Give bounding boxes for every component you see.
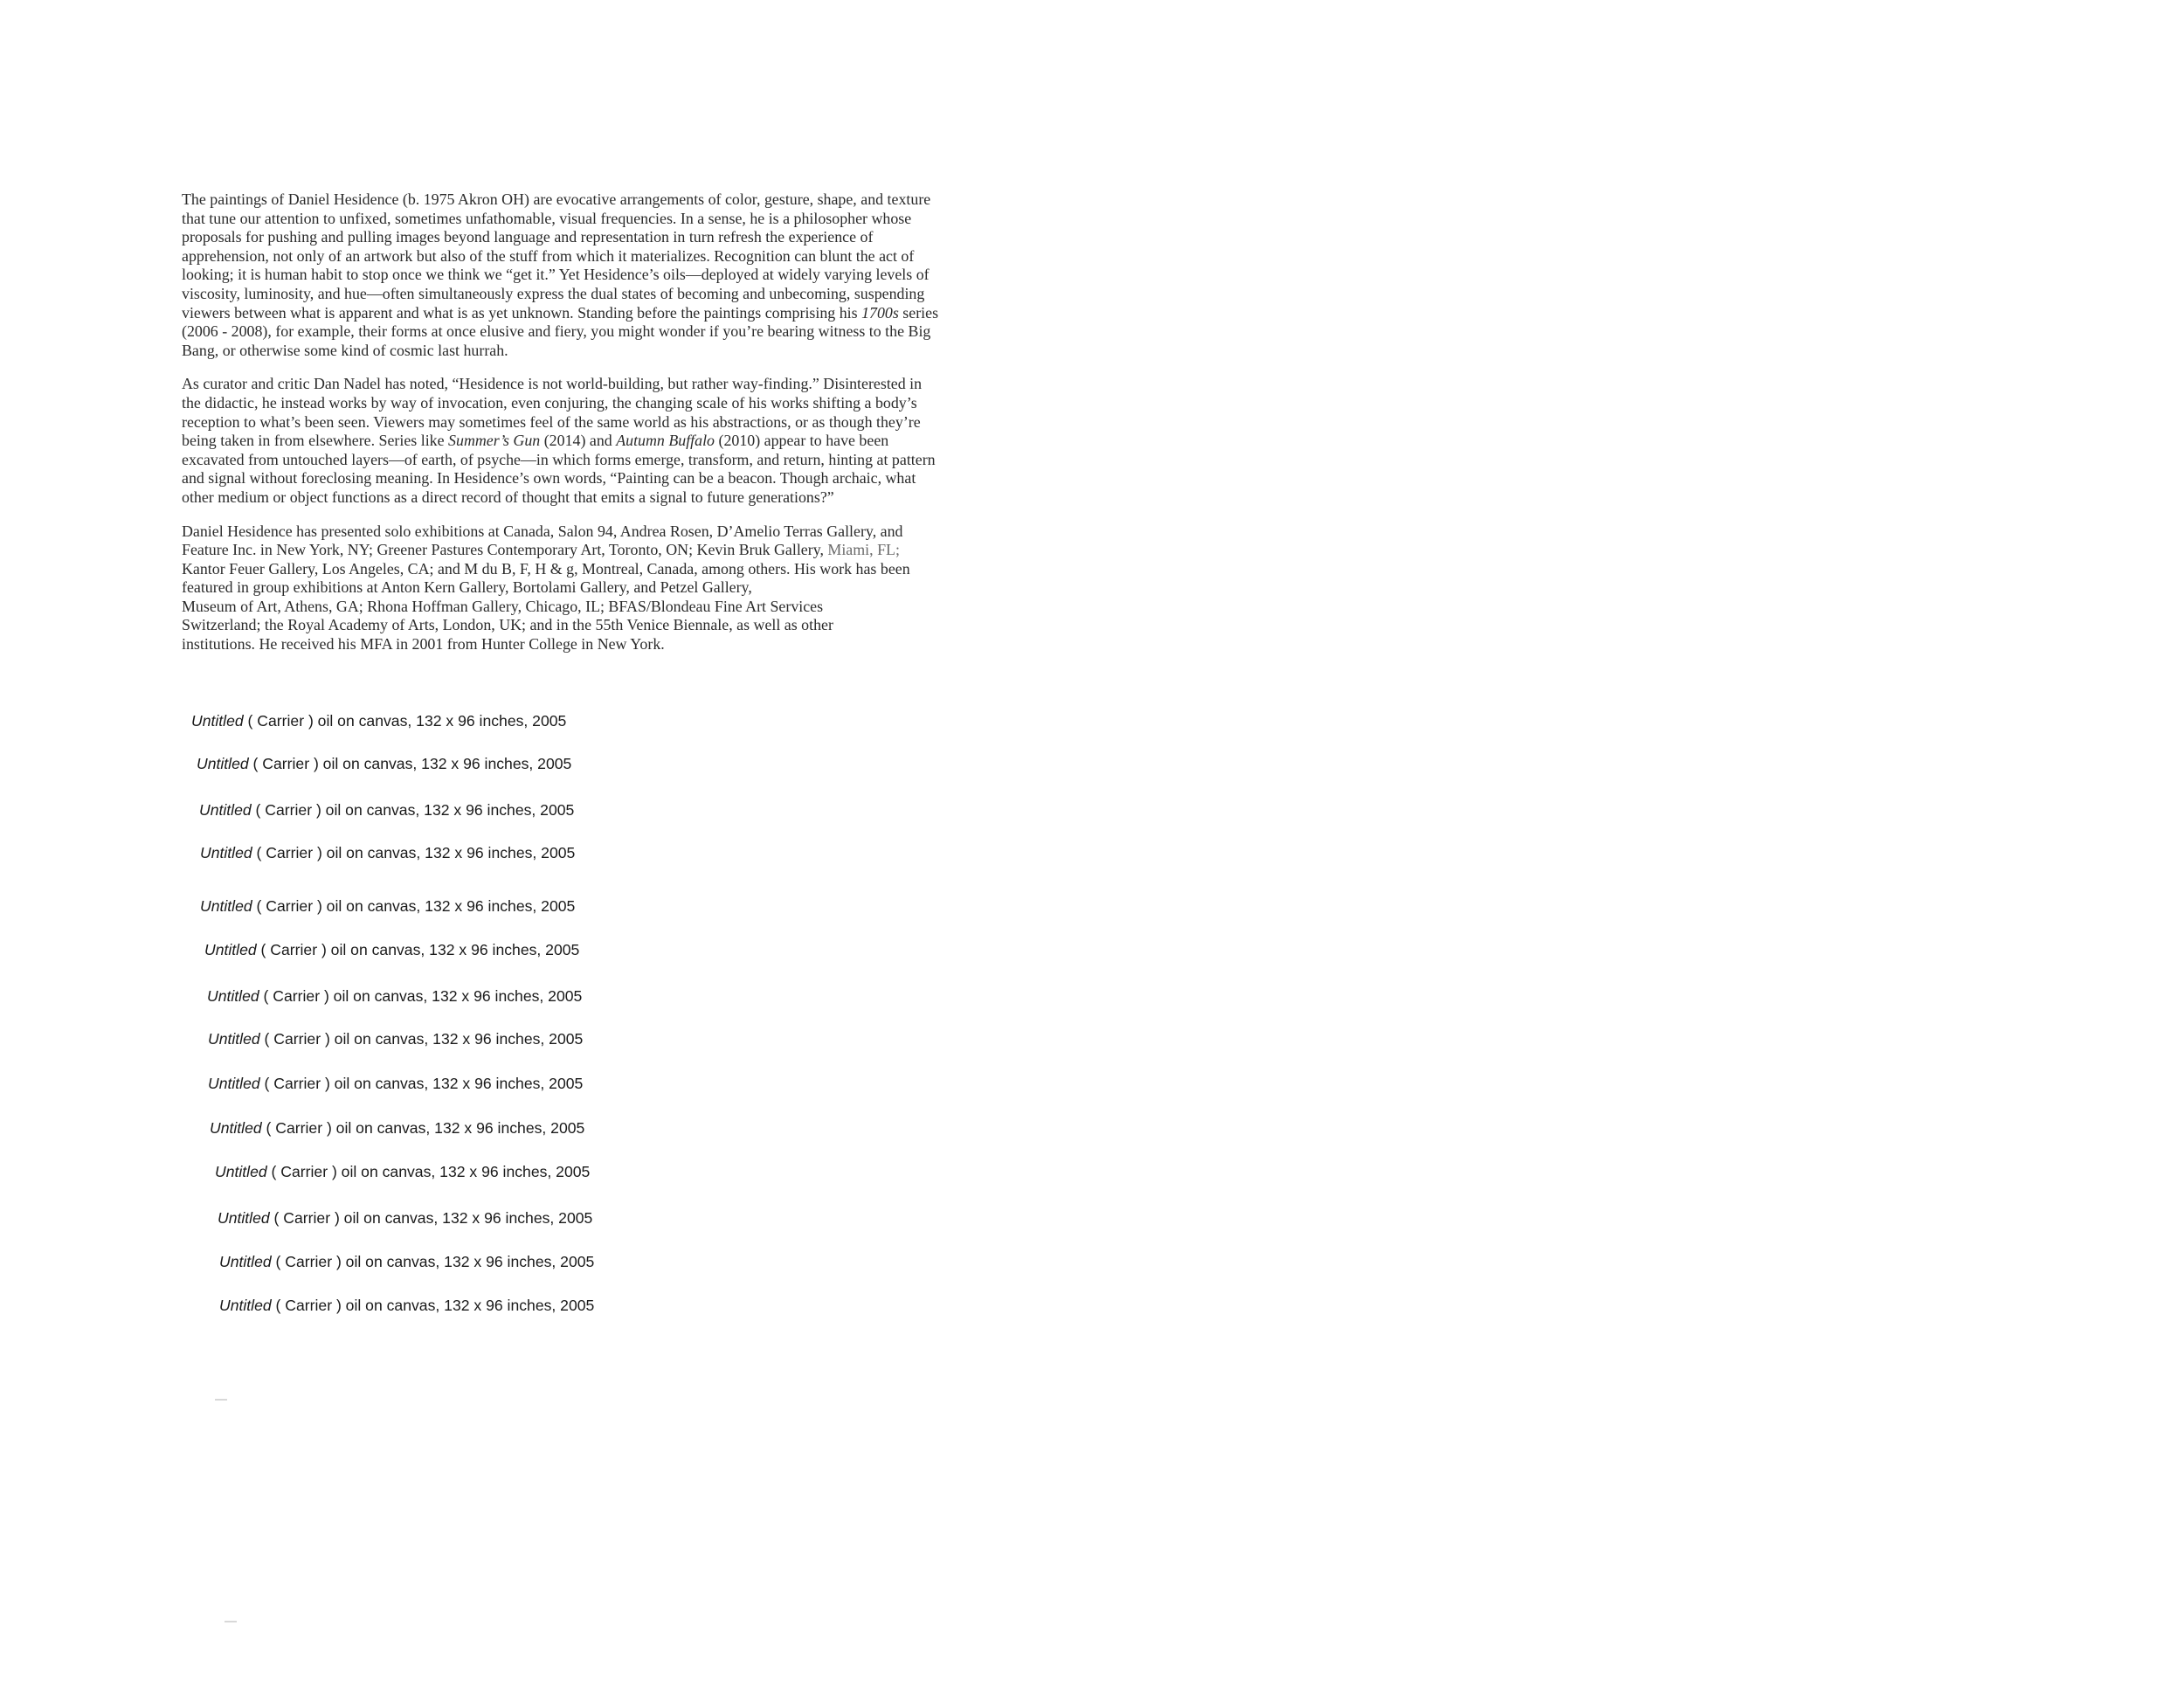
caption-title: Untitled	[210, 1119, 262, 1137]
text-line: apprehension, not only of an artwork but also of the stuff from which it materializes. Recognition can blunt the act of	[182, 246, 915, 265]
caption-details: ( Carrier ) oil on canvas, 132 x 96 inches, 2005	[259, 1075, 584, 1092]
caption-details: ( Carrier ) oil on canvas, 132 x 96 inches, 2005	[271, 1297, 595, 1314]
artwork-caption	[219, 1253, 594, 1271]
text-line: and signal without foreclosing meaning. In Hesidence’s own words, “Painting can be a beacon. Though archaic, what	[182, 469, 916, 488]
text-line: reception to what’s been seen. Viewers may sometimes feel of the same world as his abstractions, or as though they’re	[182, 412, 921, 431]
clipped-text: Museum of Art, Athens, GA; Rhona Hoffman Gallery, Chicago, IL; BFAS/Blondeau Fine Art Services	[182, 597, 824, 615]
caption-title: Untitled	[219, 1297, 272, 1314]
artwork-caption	[218, 1209, 592, 1228]
series-title: Summer’s Gun	[448, 432, 541, 450]
artwork-caption	[199, 801, 574, 820]
text-line: that tune our attention to unfixed, sometimes unfathomable, visual frequencies. In a sense, he is a philosopher whose	[182, 209, 912, 227]
series-title: Autumn Buffalo	[616, 432, 715, 450]
clipped-caption-fragment	[200, 889, 602, 897]
caption-title: Untitled	[208, 1030, 260, 1048]
text-fragment: (2014) and	[540, 432, 617, 450]
caption-title: Untitled	[199, 801, 252, 819]
artwork-caption	[208, 1030, 583, 1048]
text-line: (2006 - 2008), for example, their forms at once elusive and fiery, you might wonder if you’re bearing witness to the Big	[182, 322, 931, 341]
artwork-caption	[191, 712, 566, 730]
series-title: 1700s	[861, 303, 899, 322]
caption-details: ( Carrier ) oil on canvas, 132 x 96 inches, 2005	[261, 1119, 585, 1137]
artwork-caption	[215, 1163, 590, 1181]
text-fragment: being taken in from elsewhere. Series like	[182, 432, 449, 450]
caption-details: ( Carrier ) oil on canvas, 132 x 96 inches, 2005	[252, 897, 576, 915]
artwork-caption	[207, 987, 582, 1006]
caption-details: ( Carrier ) oil on canvas, 132 x 96 inches, 2005	[256, 941, 580, 958]
artwork-caption	[219, 1297, 594, 1315]
text-line: Daniel Hesidence has presented solo exhibitions at Canada, Salon 94, Andrea Rosen, D’Amelio Terras Gallery, and	[182, 522, 903, 540]
artwork-caption	[208, 1075, 583, 1093]
text-line: looking; it is human habit to stop once we think we “get it.” Yet Hesidence’s oils—deployed at widely varying levels of	[182, 266, 930, 284]
caption-details: ( Carrier ) oil on canvas, 132 x 96 inches, 2005	[243, 712, 567, 730]
caption-details: ( Carrier ) oil on canvas, 132 x 96 inches, 2005	[259, 987, 583, 1005]
caption-title: Untitled	[215, 1163, 267, 1180]
caption-details: ( Carrier ) oil on canvas, 132 x 96 inches, 2005	[259, 1030, 584, 1048]
artwork-caption	[204, 941, 579, 959]
clipped-text: Switzerland; the Royal Academy of Arts, London, UK; and in the 55th Venice Biennale, as well as other	[182, 616, 833, 634]
text-line: viscosity, luminosity, and hue—often simultaneously express the dual states of becoming and unbecoming, suspending	[182, 284, 925, 302]
caption-details: ( Carrier ) oil on canvas, 132 x 96 inches, 2005	[248, 755, 572, 772]
caption-title: Untitled	[207, 987, 259, 1005]
text-line: Bang, or otherwise some kind of cosmic last hurrah.	[182, 341, 508, 359]
stray-mark	[225, 1621, 237, 1622]
caption-details: ( Carrier ) oil on canvas, 132 x 96 inches, 2005	[266, 1163, 591, 1180]
caption-title: Untitled	[200, 844, 252, 861]
text-line: The paintings of Daniel Hesidence (b. 1975 Akron OH) are evocative arrangements of color, gesture, shape, and texture	[182, 190, 931, 208]
text-fragment: (2010) appear to have been	[715, 432, 889, 450]
caption-details: ( Carrier ) oil on canvas, 132 x 96 inches, 2005	[269, 1209, 593, 1227]
caption-title: Untitled	[208, 1075, 260, 1092]
caption-title: Untitled	[200, 897, 252, 915]
text-line: featured in group exhibitions at Anton Kern Gallery, Bortolami Gallery, and Petzel Gallery,	[182, 578, 752, 597]
caption-title: Untitled	[219, 1253, 272, 1270]
caption-title: Untitled	[197, 755, 249, 772]
caption-title: Untitled	[218, 1209, 270, 1227]
caption-title: Untitled	[191, 712, 244, 730]
text-line: excavated from untouched layers—of earth, of psyche—in which forms emerge, transform, and return, hinting at pattern	[182, 450, 936, 468]
artwork-caption	[200, 897, 575, 916]
text-line: Kantor Feuer Gallery, Los Angeles, CA; and M du B, F, H & g, Montreal, Canada, among others. His work has been	[182, 559, 910, 578]
text-line: institutions. He received his MFA in 2001 from Hunter College in New York.	[182, 635, 665, 654]
text-fragment: series	[898, 303, 939, 322]
caption-details: ( Carrier ) oil on canvas, 132 x 96 inches, 2005	[251, 801, 575, 819]
text-fragment: Feature Inc. in New York, NY; Greener Pastures Contemporary Art, Toronto, ON; Kevin Bruk Gallery,	[182, 541, 828, 559]
text-line: As curator and critic Dan Nadel has noted, “Hesidence is not world-building, but rather way-finding.” Disinterested in	[182, 375, 923, 393]
text-fragment-muted: Miami, FL;	[827, 541, 900, 559]
text-line: the didactic, he instead works by way of invocation, even conjuring, the changing scale of his works shifting a body’s	[182, 393, 917, 412]
text-line: proposals for pushing and pulling images beyond language and representation in turn refresh the experience of	[182, 228, 874, 246]
artwork-caption	[197, 755, 571, 773]
caption-title: Untitled	[204, 941, 257, 958]
artwork-caption	[210, 1119, 584, 1138]
text-line: other medium or object functions as a direct record of thought that emits a signal to future generations?”	[182, 488, 834, 506]
text-fragment: viewers between what is apparent and what is as yet unknown. Standing before the paintings comprising his	[182, 303, 862, 322]
caption-details: ( Carrier ) oil on canvas, 132 x 96 inches, 2005	[271, 1253, 595, 1270]
stray-mark	[215, 1399, 227, 1401]
artwork-caption	[200, 844, 575, 862]
caption-details: ( Carrier ) oil on canvas, 132 x 96 inches, 2005	[252, 844, 576, 861]
